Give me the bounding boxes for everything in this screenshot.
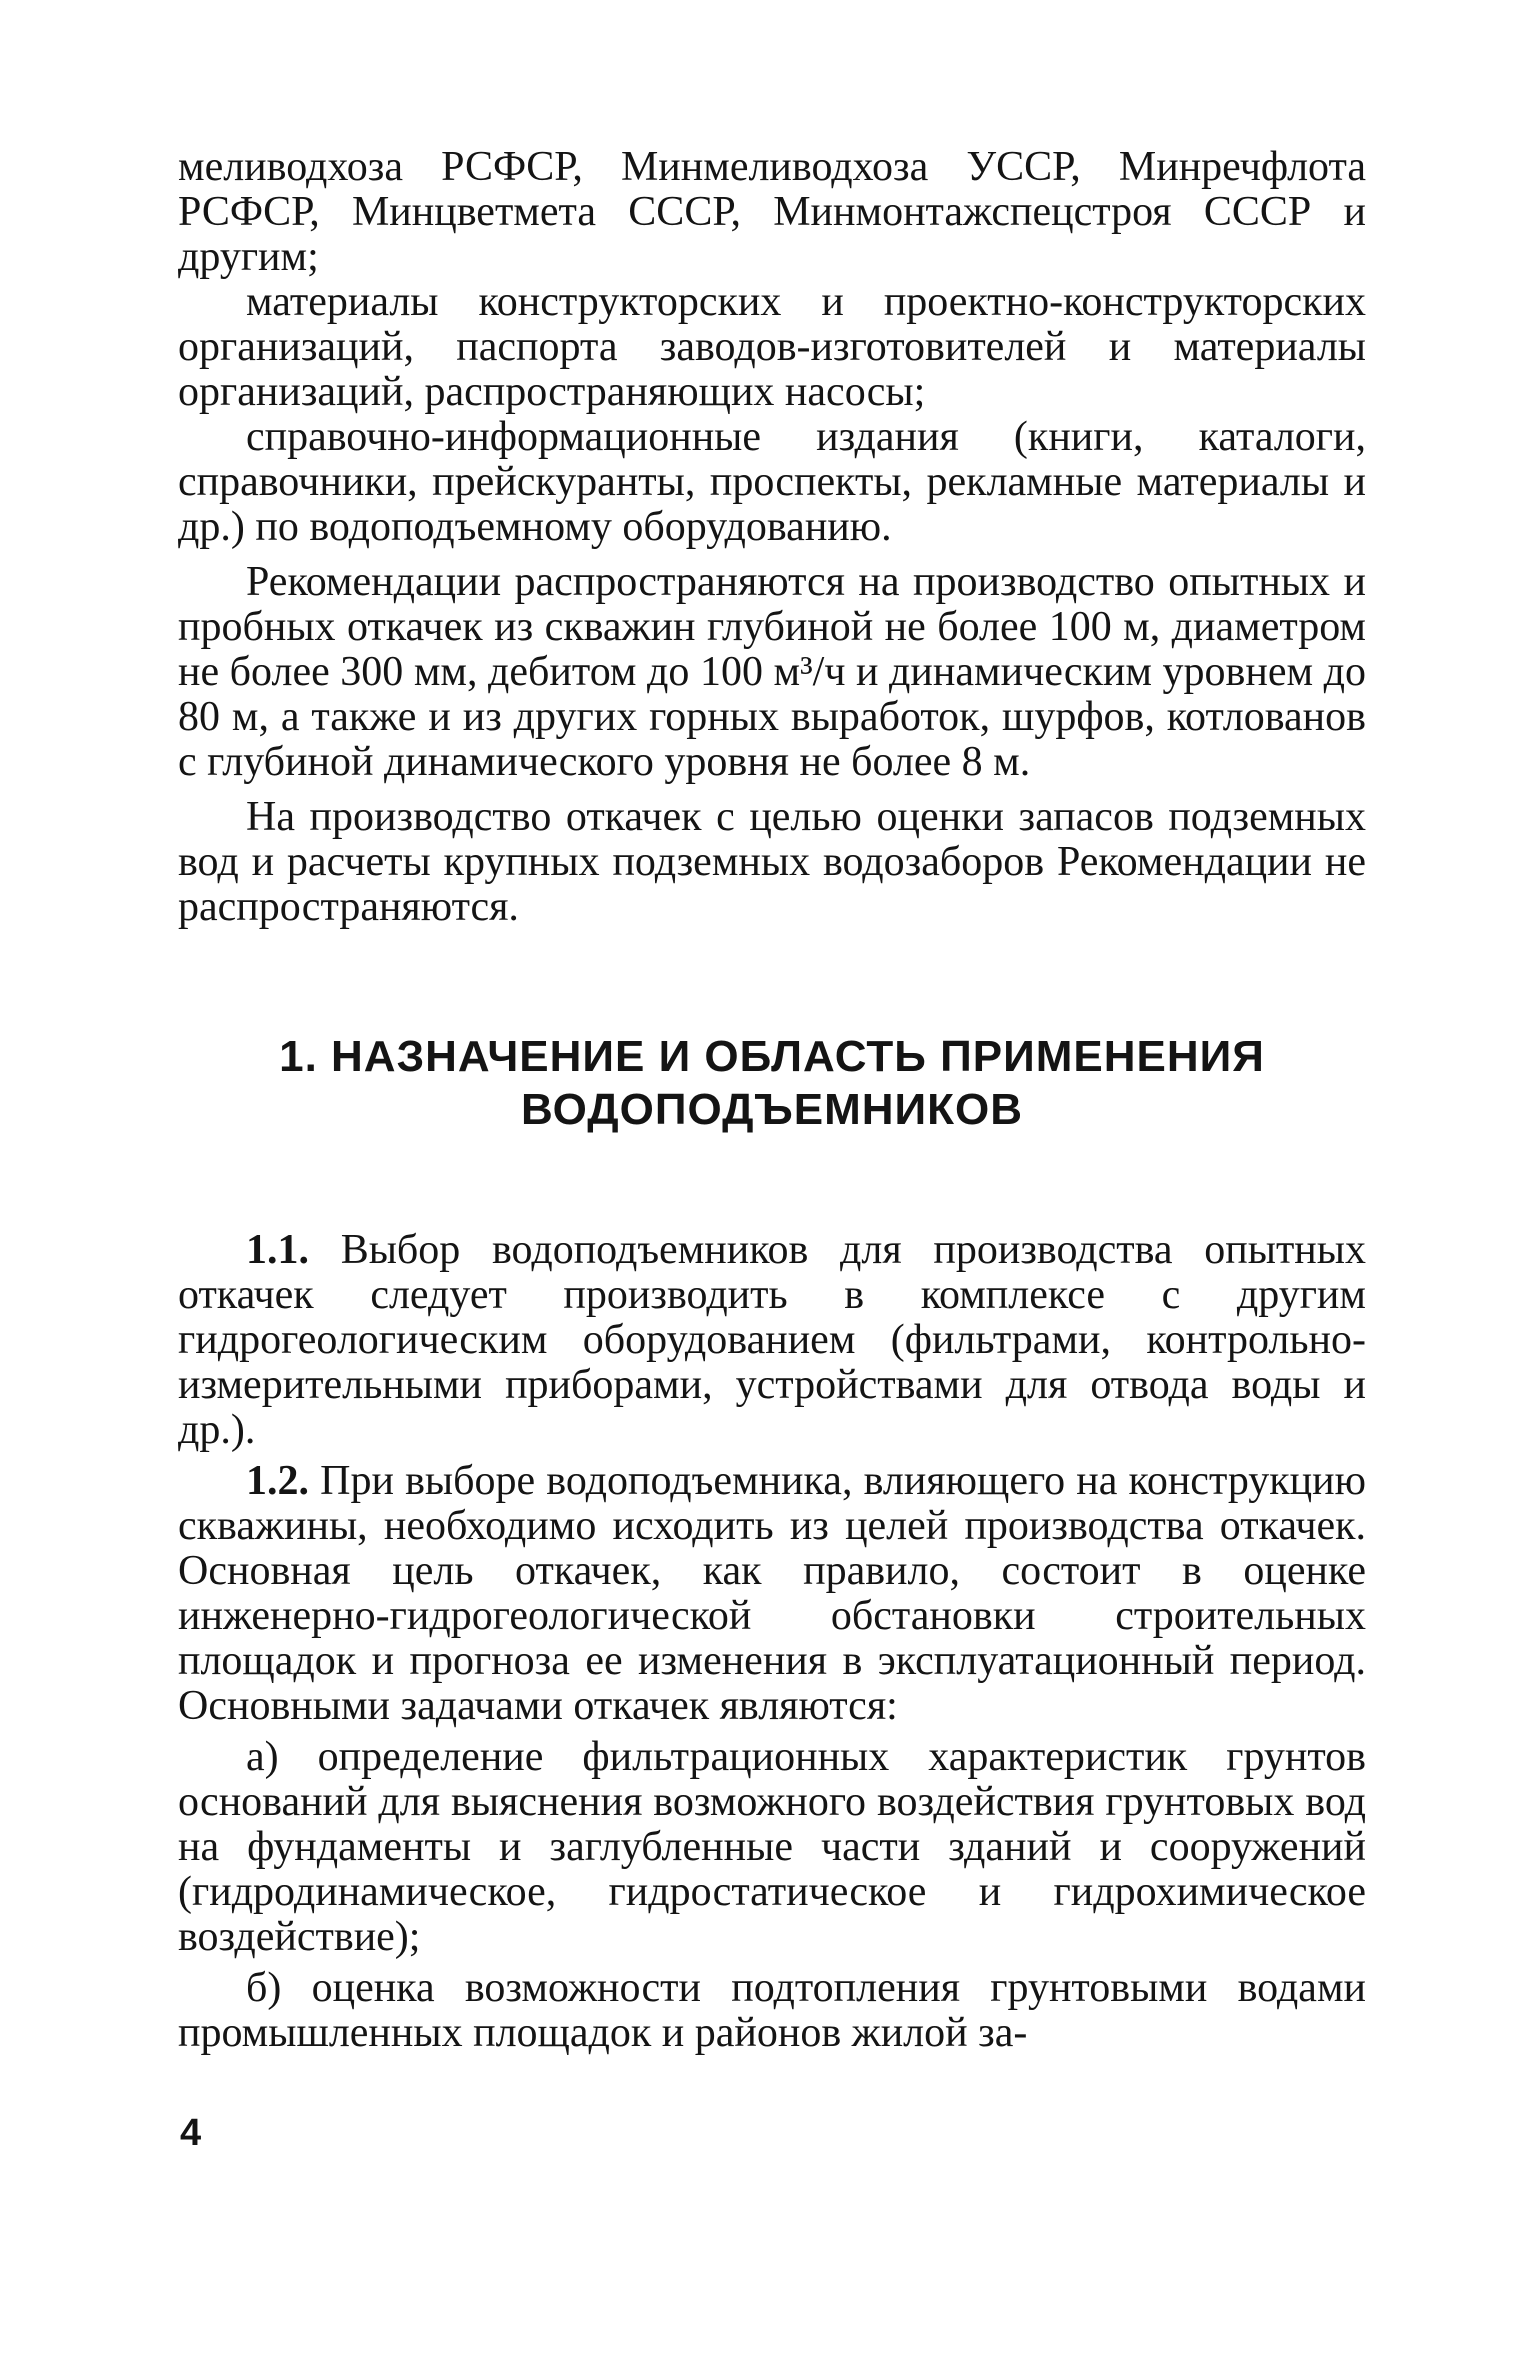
section-heading-line-1: 1. НАЗНАЧЕНИЕ И ОБЛАСТЬ ПРИМЕНЕНИЯ xyxy=(279,1032,1265,1081)
paragraph-ministries: меливодхоза РСФСР, Минмеливодхоза УССР, Минречфлота РСФСР, Минцветмета СССР, Минмонтажспецстроя СССР и другим; xyxy=(178,144,1366,280)
item-1-1 xyxy=(178,1228,1366,1453)
item-number: 1.2. xyxy=(246,1458,309,1504)
item-text: Выбор водоподъемников для производства опытных откачек следует производить в комплексе с другим гидрогеологическим оборудованием (фильтрами, контрольно-измерительными приборами, устройствами для отвода воды и др.). xyxy=(178,1227,1366,1453)
paragraph-reference-editions: справочно-информационные издания (книги, каталоги, справочники, прейскуранты, проспекты, рекламные материалы и др.) по водоподъемному оборудованию. xyxy=(178,414,1366,550)
paragraph-exclusions: На производство откачек с целью оценки запасов подземных вод и расчеты крупных подземных водозаборов Рекомендации не распространяются. xyxy=(178,794,1366,930)
document-page xyxy=(178,145,1366,2056)
subitem-b: б) оценка возможности подтопления грунтовыми водами промышленных площадок и районов жилой за- xyxy=(178,1965,1366,2056)
subitem-a: а) определение фильтрационных характеристик грунтов оснований для выяснения возможного воздействия грунтовых вод на фундаменты и заглубленные части зданий и сооружений (гидродинамическое, гидростатическое и гидрохимическое воздействие); xyxy=(178,1734,1366,1960)
paragraph-design-materials: материалы конструкторских и проектно-конструкторских организаций, паспорта заводов-изготовителей и материалы организаций, распространяющих насосы; xyxy=(178,279,1366,415)
page-number: 4 xyxy=(180,2112,202,2154)
paragraph-scope: Рекомендации распространяются на производство опытных и пробных откачек из скважин глубиной не более 100 м, диаметром не более 300 мм, дебитом до 100 м³/ч и динамическим уровнем до 80 м, а также и из других горных выработок, шурфов, котлованов с глубиной динамического уровня не более 8 м. xyxy=(178,559,1366,785)
item-text: При выборе водоподъемника, влияющего на конструкцию скважины, необходимо исходить из целей производства откачек. Основная цель откачек, как правило, состоит в оценке инженерно-гидрогеологической обстановки строительных площадок и прогноза ее изменения в эксплуатационный период. Основными задачами откачек являются: xyxy=(178,1458,1366,1729)
item-1-2 xyxy=(178,1459,1366,1729)
section-heading-line-2: ВОДОПОДЪЕМНИКОВ xyxy=(520,1085,1024,1134)
item-number: 1.1. xyxy=(246,1227,309,1273)
section-heading xyxy=(178,1030,1366,1136)
